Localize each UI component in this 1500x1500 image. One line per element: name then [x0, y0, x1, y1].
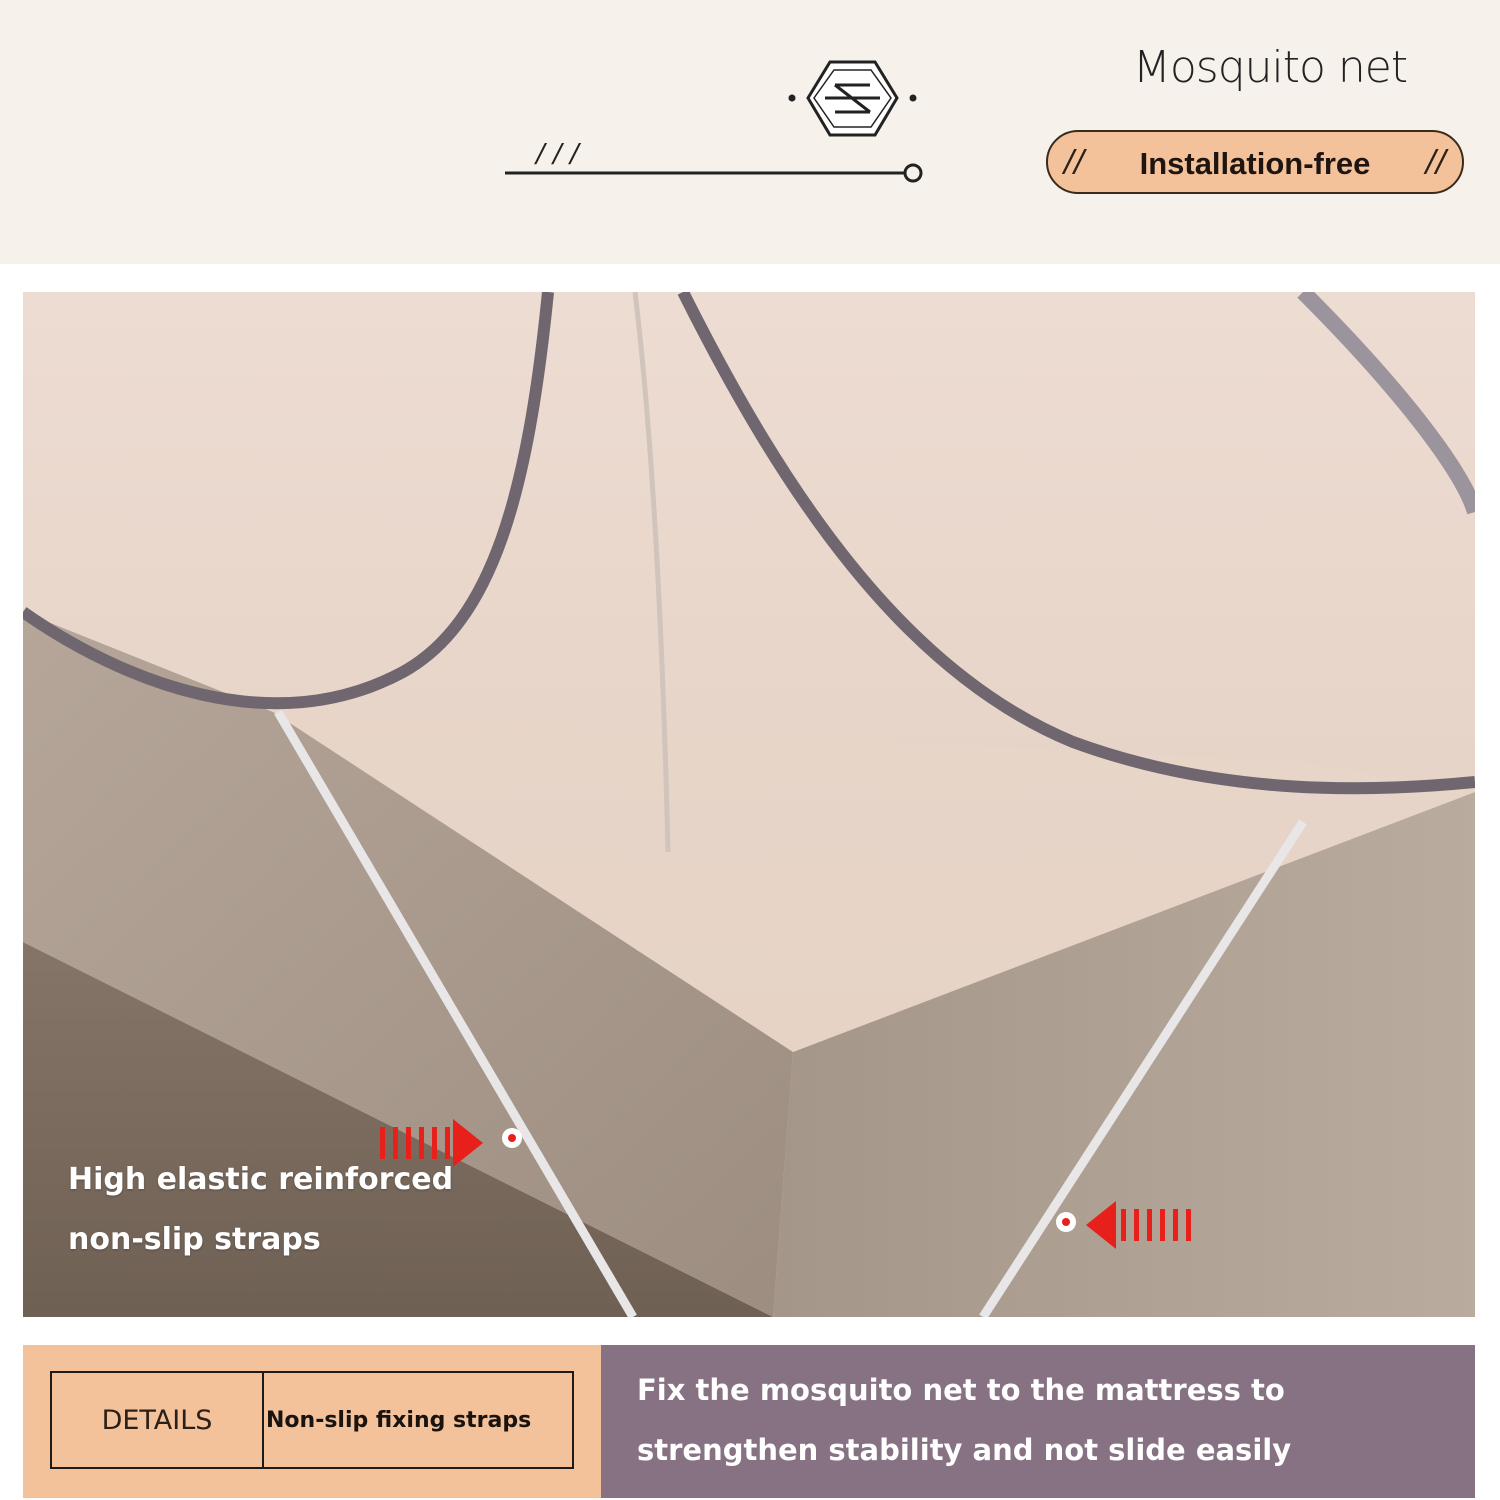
feature-label: Non-slip fixing straps [266, 1407, 532, 1433]
caption-line-1: High elastic reinforced [68, 1162, 454, 1197]
details-table [50, 1371, 574, 1469]
description-panel [601, 1345, 1475, 1498]
badge-slash-right: // [1425, 144, 1446, 179]
details-panel [23, 1345, 601, 1498]
installation-free-badge [1046, 130, 1464, 194]
caption-line-2: non-slip straps [68, 1222, 321, 1257]
header-banner [0, 0, 1500, 264]
badge-label: Installation-free [1139, 146, 1371, 181]
page-title: Mosquito net [1132, 42, 1408, 93]
deco-slashes: / / / [536, 139, 579, 169]
hexagon-hourglass-icon [789, 62, 917, 135]
description-line-1: Fix the mosquito net to the mattress to [637, 1373, 1285, 1407]
badge-slash-left: // [1064, 144, 1085, 179]
decorative-line [500, 40, 940, 200]
description-line-2: strengthen stability and not slide easily [637, 1433, 1292, 1467]
details-label: DETAILS [52, 1373, 264, 1467]
